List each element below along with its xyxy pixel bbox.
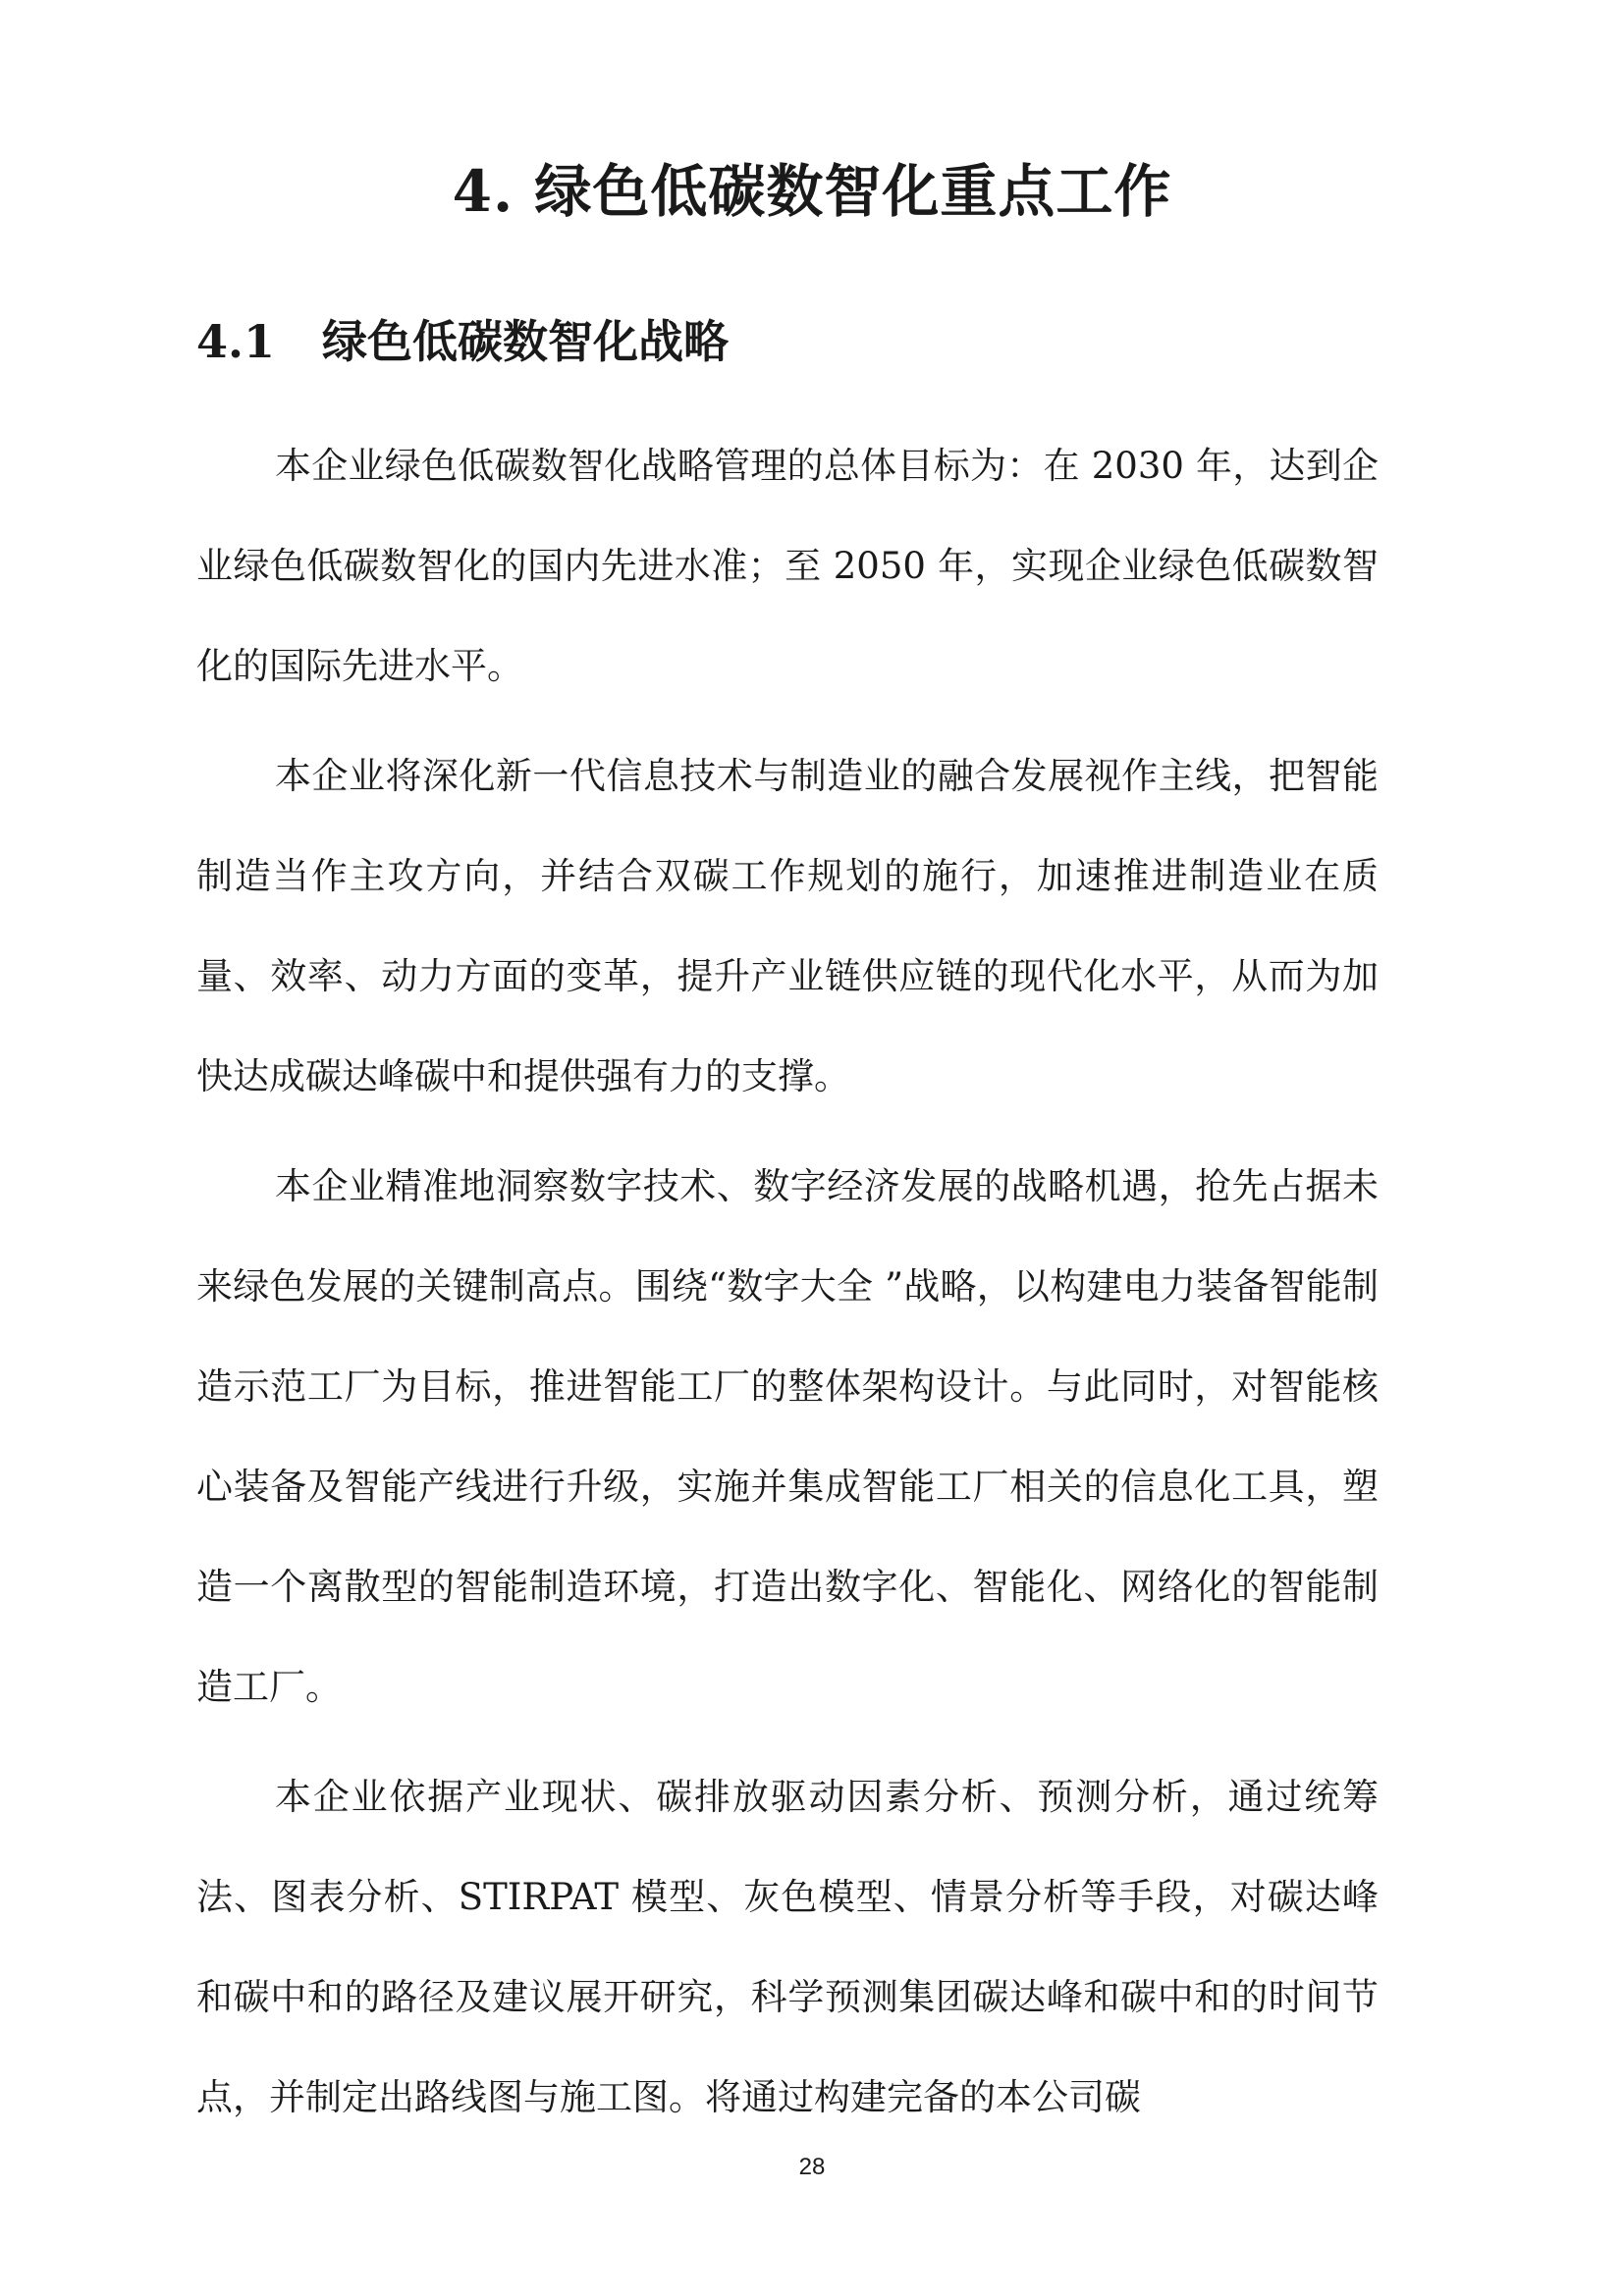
chapter-title: 4. 绿色低碳数智化重点工作 xyxy=(452,158,1172,225)
body-text xyxy=(196,416,1379,2148)
section-number: 4.1 xyxy=(196,315,276,368)
paragraph-strategy-goal: 本企业绿色低碳数智化战略管理的总体目标为：在 2030 年，达到企业绿色低碳数智化的国内先进水准；至 2050 年，实现企业绿色低碳数智化的国际先进水平。 xyxy=(196,445,1379,687)
paragraph-intelligent-manufacturing: 本企业将深化新一代信息技术与制造业的融合发展视作主线，把智能制造当作主攻方向，并结合双碳工作规划的施行，加速推进制造业在质量、效率、动力方面的变革，提升产业链供应链的现代化水平，从而为加快达成碳达峰碳中和提供强有力的支撑。 xyxy=(196,755,1379,1097)
section-title: 绿色低碳数智化战略 xyxy=(322,315,729,368)
page-number: 28 xyxy=(798,2154,826,2180)
paragraph-digital-strategy: 本企业精准地洞察数字技术、数字经济发展的战略机遇，抢先占据未来绿色发展的关键制高点。围绕“数字大全 ”战略，以构建电力装备智能制造示范工厂为目标，推进智能工厂的整体架构设计。与此同时，对智能核心装备及智能产线进行升级，实施并集成智能工厂相关的信息化工具，塑造一个离散型的智能制造环境，打造出数字化、智能化、网络化的智能制造工厂。 xyxy=(196,1165,1379,1708)
section-heading xyxy=(196,302,729,381)
paragraph-carbon-roadmap: 本企业依据产业现状、碳排放驱动因素分析、预测分析，通过统筹法、图表分析、STIRPAT 模型、灰色模型、情景分析等手段，对碳达峰和碳中和的路径及建议展开研究，科学预测集团碳达峰和碳中和的时间节点，并制定出路线图与施工图。将通过构建完备的本公司碳 xyxy=(196,1776,1379,2118)
